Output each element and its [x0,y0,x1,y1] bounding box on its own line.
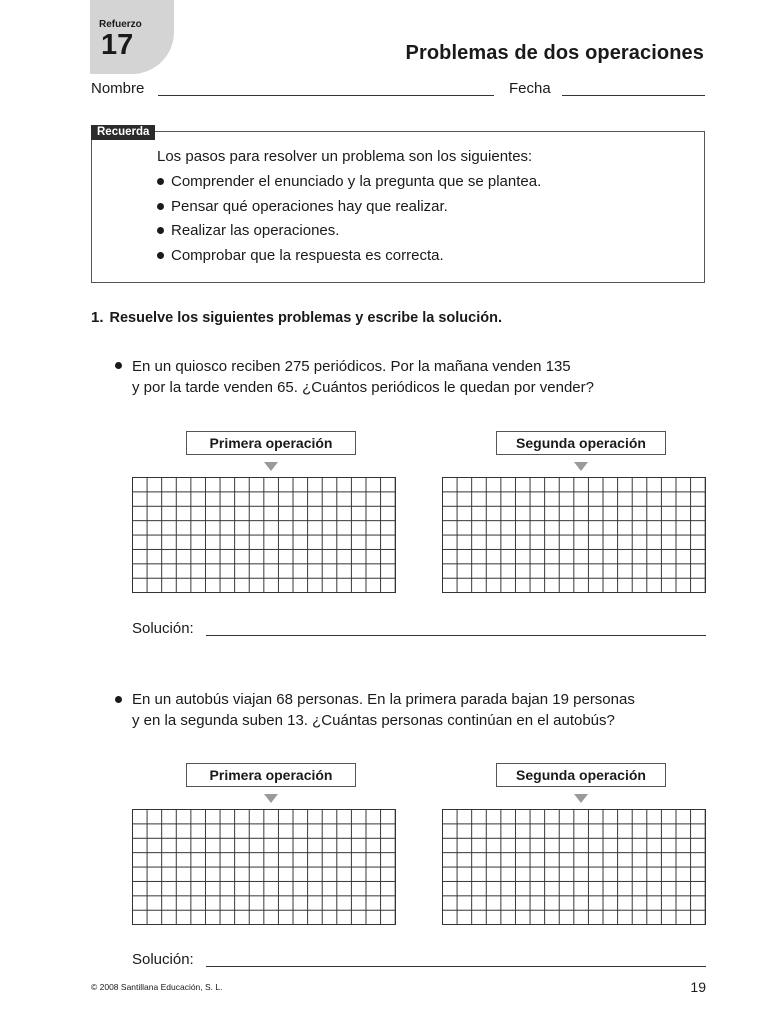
problem-line: y en la segunda suben 13. ¿Cuántas personas continúan en el autobús? [132,712,615,729]
remember-tag: Recuerda [91,125,155,140]
bullet-icon [157,227,164,234]
first-operation-grid[interactable] [132,477,396,593]
second-operation-grid[interactable] [442,809,706,925]
first-operation-grid[interactable] [132,809,396,925]
second-operation-grid[interactable] [442,477,706,593]
date-label: Fecha [509,80,551,97]
first-operation-label: Primera operación [186,431,356,455]
solution-field[interactable] [206,635,706,636]
arrow-down-icon [574,462,588,471]
exercise-number: 1. [91,309,104,326]
solution-label: Solución: [132,951,194,968]
arrow-down-icon [574,794,588,803]
remember-step [157,198,448,215]
solution-field[interactable] [206,966,706,967]
tab-label: Refuerzo [99,19,142,30]
tab-number: 17 [101,29,134,61]
problem-line: En un quiosco reciben 275 periódicos. Por la mañana venden 135 [132,358,571,375]
name-label: Nombre [91,80,145,97]
arrow-down-icon [264,794,278,803]
remember-step [157,222,339,239]
problem-line: En un autobús viajan 68 personas. En la primera parada bajan 19 personas [132,691,635,708]
date-field[interactable] [562,95,705,96]
copyright-notice: © 2008 Santillana Educación, S. L. [91,982,223,992]
bullet-icon [157,203,164,210]
bullet-icon [115,362,122,369]
remember-step-text: Comprender el enunciado y la pregunta que se plantea. [171,173,542,190]
remember-intro: Los pasos para resolver un problema son los siguientes: [157,148,533,165]
arrow-down-icon [264,462,278,471]
remember-step-text: Comprobar que la respuesta es correcta. [171,247,444,264]
remember-step-text: Pensar qué operaciones hay que realizar. [171,198,448,215]
first-operation-label: Primera operación [186,763,356,787]
remember-step [157,173,541,190]
problem-statement [132,356,594,398]
solution-label: Solución: [132,620,194,637]
second-operation-label: Segunda operación [496,431,666,455]
remember-step [157,247,444,264]
exercise-heading [91,309,502,326]
second-operation-label: Segunda operación [496,763,666,787]
problem-statement [132,689,635,731]
page-title: Problemas de dos operaciones [405,42,704,64]
problem-line: y por la tarde venden 65. ¿Cuántos periódicos le quedan por vender? [132,379,594,396]
remember-step-text: Realizar las operaciones. [171,222,340,239]
bullet-icon [115,696,122,703]
page-number: 19 [690,979,706,995]
name-field[interactable] [158,95,494,96]
exercise-instruction: Resuelve los siguientes problemas y escribe la solución. [109,310,502,326]
bullet-icon [157,252,164,259]
bullet-icon [157,178,164,185]
